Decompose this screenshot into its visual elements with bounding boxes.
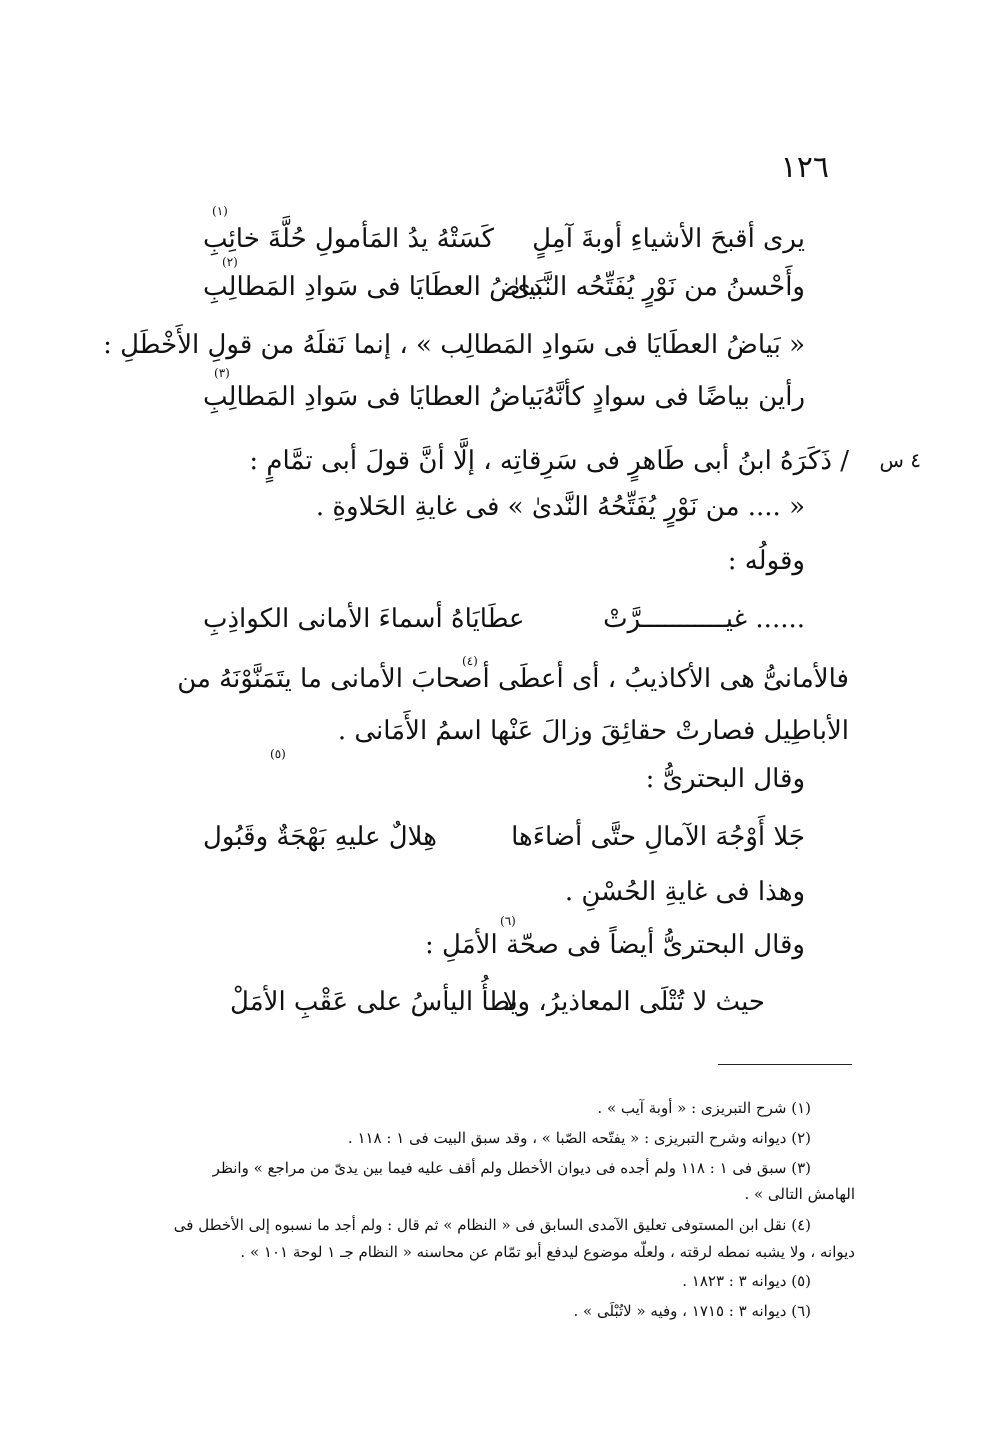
verse-2-first-hemistich: وأَحْسنُ من نَوْرٍ يُفَتِّحُه النَّدىٰ: [510, 272, 805, 302]
prose-line-1: « بَياضُ العطَايَا فى سَوادِ المَطالِب » ، إنما نَقلَهُ من قولِ الأَخْطَلِ :: [103, 330, 805, 360]
footnote-3: (٣) سبق فى ١ : ١١٨ ولم أجده فى ديوان الأخطل ولم أقف عليه فيما بين يدىّ من مراجع » وانظر: [212, 1159, 811, 1177]
footnote-1: (١) شرح التبريزى : « أوبة آيب » .: [597, 1099, 811, 1117]
prose-line-4: وقولُه :: [727, 546, 805, 576]
prose-line-5b: الأباطِيل فصارتْ حقائِقَ وزالَ عَنْها اسمُ الأَمَانى .: [337, 716, 849, 746]
footnote-mark-3: (٣): [214, 366, 230, 380]
verse-1-second-hemistich: كَسَتْهُ يدُ المَأمولِ حُلَّةَ خائِبِ: [203, 224, 495, 254]
prose-line-5a: فالأمانىُّ هى الأكاذيبُ ، أى أعطَى أصحابَ الأمانى ما يتَمَنَّوْنَهُ من: [177, 664, 849, 694]
verse-5-second-hemistich: هِلالٌ عليهِ بَهْجَةٌ وقَبُول: [203, 822, 437, 852]
footnote-separator: [718, 1064, 852, 1065]
footnote-mark-6: (٦): [500, 914, 516, 928]
prose-line-2: / ذَكَرَهُ ابنُ أبى طَاهرٍ فى سَرِقاتِه ، إلَّا أنَّ قولَ أبى تمَّامٍ :: [249, 446, 849, 476]
verse-4-first-hemistich: ...... غيـــــــــــرَّتْ: [603, 604, 805, 634]
verse-5-first-hemistich: جَلا أَوْجُهَ الآمالِ حتَّى أضاءَها: [511, 822, 805, 852]
prose-line-7: وهذا فى غايةِ الحُسْنِ .: [564, 877, 805, 907]
margin-reference: ٤ س: [879, 448, 921, 472]
prose-line-3: « .... من نَوْرٍ يُفَتِّحُهُ النَّدىٰ » فى غايةِ الحَلاوةِ .: [315, 492, 805, 522]
footnote-5: (٥) ديوانه ٣ : ١٨٢٣ .: [682, 1272, 811, 1290]
footnote-mark-5: (٥): [270, 747, 286, 761]
footnote-mark-2: (٢): [222, 255, 238, 269]
verse-3-first-hemistich: رأين بياضًا فى سوادٍ كأنَّهُ: [542, 382, 805, 412]
verse-1-first-hemistich: يرى أقبحَ الأشياءِ أوبةَ آمِلٍ: [532, 224, 805, 254]
verse-3-second-hemistich: بَياضُ العطايَا فى سَوادِ المَطالِبِ: [203, 382, 544, 412]
verse-6-second-hemistich: يطأُ اليأسُ على عَقْبِ الأمَلْ: [230, 987, 518, 1017]
footnote-mark-4: (٤): [462, 654, 478, 668]
footnote-4: (٤) نقل ابن المستوفى تعليق الآمدى السابق فى « النظام » ثم قال : ولم أجد ما نسبوه إلى الأخطل فى: [173, 1216, 811, 1234]
verse-6-first-hemistich: حيث لا تُتْلَى المعاذيرُ، ولا: [502, 987, 765, 1017]
footnote-3-continued: الهامش التالى » .: [744, 1185, 855, 1203]
footnote-6: (٦) ديوانه ٣ : ١٧١٥ ، وفيه « لاتُبْلَى » .: [573, 1302, 811, 1320]
footnote-2: (٢) ديوانه وشرح التبريزى : « يفتّحه الصّبا » ، وقد سبق البيت فى ١ : ١١٨ .: [347, 1129, 811, 1147]
page-number: ١٢٦: [780, 150, 829, 185]
footnote-4-continued: ديوانه ، ولا يشبه نمطه لرقته ، ولعلّه موضوع ليدفع أبو تمّام عن محاسنه « النظام جـ ١ لوحة ١٠١ » .: [240, 1243, 855, 1261]
verse-2-second-hemistich: بَياضُ العطَايَا فى سَوادِ المَطالِبِ: [203, 272, 544, 302]
prose-line-6: وقال البحترىُّ :: [645, 764, 805, 794]
verse-4-second-hemistich: عطَايَاهُ أسماءَ الأمانى الكواذِبِ: [203, 604, 525, 634]
footnote-mark-1: (١): [212, 204, 228, 218]
prose-line-8: وقال البحترىُّ أيضاً فى صحّة الأمَلِ :: [425, 930, 805, 960]
